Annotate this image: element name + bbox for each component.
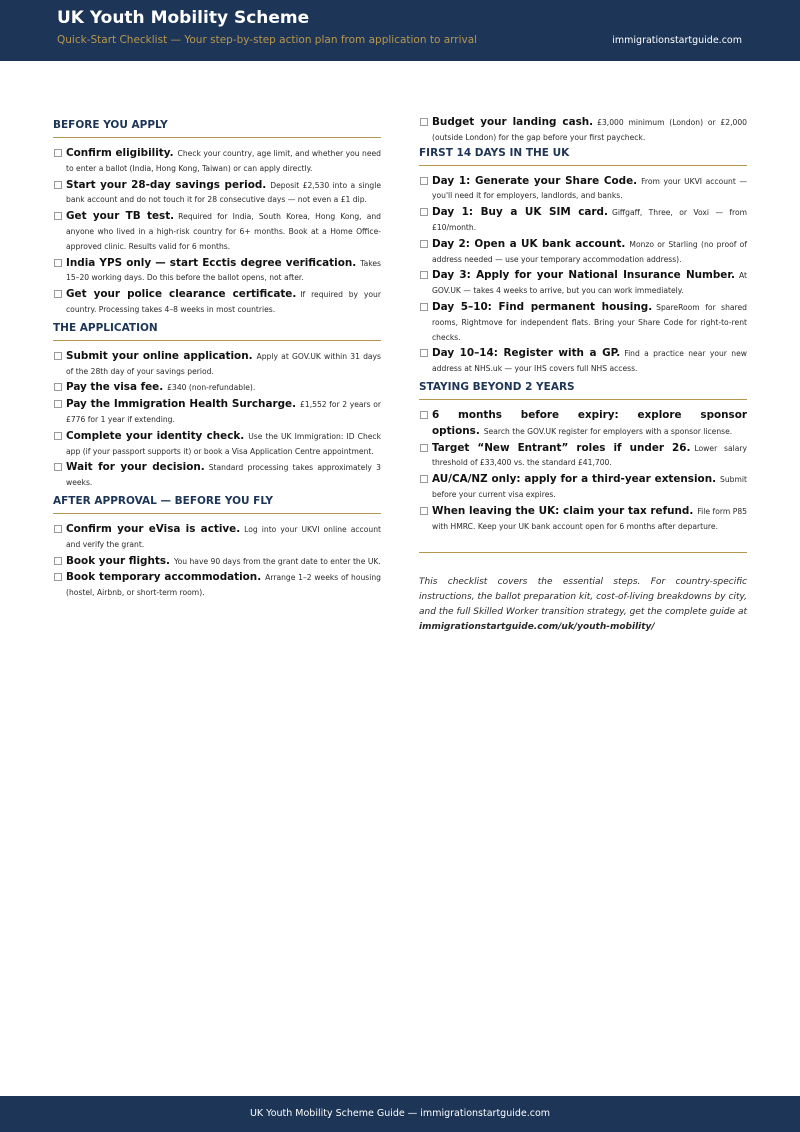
checklist-item [53,349,381,380]
checklist-item-text: Check your country, age limit, and whether you need to enter a ballot (India, Hong Kong, Taiwan) or can apply directly. [66,149,381,173]
checkbox[interactable] [420,475,428,483]
checklist-item-text: Use the UK Immigration: ID Check app (if your passport supports it) or book a Visa Application Centre appointment. [66,431,381,456]
checklist-item-heading: Book your flights. [66,554,170,567]
checklist-item-heading: Budget your landing cash. [432,116,594,128]
checklist-item [53,287,381,318]
checklist-item-heading: Day 5–10: Find permanent housing. [432,300,653,313]
checklist-after-approval [53,522,381,601]
checklist-item-heading: Wait for your decision. [66,461,205,474]
checkbox[interactable] [420,349,428,357]
checklist-item-text: £3,000 minimum (London) or £2,000 (outside London) for the gap before your first paycheck. [432,118,747,142]
checklist-item [419,268,747,299]
checklist-item-text: From your UKVI account — you'll need it for employers, landlords, and banks. [432,176,747,201]
checklist-item-heading: When leaving the UK: claim your tax refund. [432,504,694,517]
checklist-item-text: Find a practice near your new address at NHS.uk — your IHS covers full NHS access. [432,349,747,374]
checklist-item [53,397,381,428]
section-title-beyond-2-years: STAYING BEYOND 2 YEARS [419,381,747,400]
checklist-item-text: Search the GOV.UK register for employers with a sponsor license. [483,426,733,436]
checklist-item [53,522,381,553]
footer-text: UK Youth Mobility Scheme Guide — immigrationstartguide.com [249,1108,551,1119]
checklist-item-text: Required for India, South Korea, Hong Kong, and anyone who lived in a high-risk country for 6+ months. Book at a Home Office-approved clinic. Results valid for 6 months. [66,212,382,251]
checklist-item [53,429,381,460]
checkbox[interactable] [420,507,428,515]
section-title-application: THE APPLICATION [53,322,381,341]
checkbox[interactable] [54,432,62,440]
checkbox[interactable] [54,212,62,220]
section-title-after-approval: AFTER APPROVAL — BEFORE YOU FLY [53,495,381,514]
checklist-item-heading: Confirm your eVisa is active. [66,522,241,535]
checklist-item-text: File form P85 with HMRC. Keep your UK bank account open for 6 months after departure. [432,506,748,531]
checkbox[interactable] [54,463,62,471]
checklist-item-heading: Day 3: Apply for your National Insurance Number. [432,269,735,282]
checkbox[interactable] [420,208,428,216]
page-title: UK Youth Mobility Scheme [57,8,310,28]
checklist-item [419,441,747,472]
checklist-item-text: £340 (non-refundable). [167,383,256,393]
checkbox[interactable] [420,118,428,126]
checklist-item [419,174,747,205]
checklist-item [53,380,381,396]
checklist-item [53,146,381,177]
checkbox[interactable] [54,525,62,533]
checklist-item [53,178,381,209]
checklist-item-text: Lower salary threshold of £33,400 vs. the standard £41,700. [432,443,748,468]
left-column [53,115,381,602]
checklist-item [419,472,747,503]
checklist-beyond-2-years [419,408,747,534]
checklist-item-heading: Submit your online application. [66,349,253,362]
checklist-item [419,408,747,440]
checklist-item [419,237,747,268]
checkbox[interactable] [420,411,428,419]
checklist-item-text: Takes 15–20 working days. Do this before the ballot opens, not after. [66,258,381,283]
checklist-item-text: Arrange 1–2 weeks of housing (hostel, Airbnb, or short-term room). [66,573,382,598]
checklist-item [53,209,381,254]
checkbox[interactable] [420,177,428,185]
checkbox[interactable] [54,352,62,360]
right-column [419,115,747,635]
checklist-before-apply [53,146,381,318]
checklist-item-text: Standard processing takes approximately 3 weeks. [66,463,381,488]
page-subtitle: Quick-Start Checklist — Your step-by-step action plan from application to arrival [57,34,478,46]
checklist-item [419,115,747,146]
checklist-item-text: Monzo or Starling (no proof of address needed — use your temporary accommodation address). [432,239,747,264]
checkbox[interactable] [54,573,62,581]
checklist-item-heading: Get your TB test. [66,210,175,223]
page-footer [0,1096,800,1132]
closing-note [419,575,747,634]
checkbox[interactable] [420,240,428,248]
header-site-link[interactable]: immigrationstartguide.com [612,35,742,46]
checklist-item-heading: 6 months before expiry: explore sponsor options. [432,408,747,437]
checklist-item-heading: India YPS only — start Ecctis degree verification. [66,256,357,269]
checkbox[interactable] [54,383,62,391]
checkbox[interactable] [420,444,428,452]
checklist-item-text: Log into your UKVI online account and verify the grant. [66,524,381,549]
section-title-first-14-days: FIRST 14 DAYS IN THE UK [419,147,747,166]
checkbox[interactable] [420,303,428,311]
checkbox[interactable] [54,259,62,267]
checklist-item [53,554,381,570]
checklist-item-text: Deposit £2,530 into a single bank account and do not touch it for 28 consecutive days — not even a £1 dip. [66,180,381,205]
checklist-item-heading: AU/CA/NZ only: apply for a third-year extension. [432,473,717,486]
checklist-item-text: At GOV.UK — takes 4 weeks to arrive, but you can work immediately. [432,271,747,296]
checklist-item-heading: Day 10–14: Register with a GP. [432,347,621,360]
checkbox[interactable] [54,149,62,157]
checklist-item-heading: Start your 28-day savings period. [66,178,267,191]
closing-note-text: This checklist covers the essential steps. For country-specific instructions, the ballot preparation kit, cost-of-living breakdowns by city, and the full Skilled Worker transition strategy, get the complete guide at [419,577,747,617]
checklist-item-heading: Confirm eligibility. [66,147,174,159]
checkbox[interactable] [54,557,62,565]
checklist-item [419,504,747,535]
checkbox[interactable] [420,271,428,279]
checklist-item-text: SpareRoom for shared rooms, Rightmove for independent flats. Bring your Share Code for right-to-rent checks. [432,302,748,342]
checklist-application [53,349,381,491]
checkbox[interactable] [54,290,62,298]
checklist-item-heading: Day 2: Open a UK bank account. [432,237,626,250]
checklist-item-heading: Target “New Entrant” roles if under 26. [432,441,691,454]
checklist-item [53,460,381,491]
checklist-item-text: You have 90 days from the grant date to enter the UK. [173,556,381,566]
checkbox[interactable] [54,181,62,189]
closing-note-url[interactable]: immigrationstartguide.com/uk/youth-mobility/ [419,621,655,632]
section-divider [419,552,747,553]
checklist-item-text: If required by your country. Processing takes 4–8 weeks in most countries. [66,290,381,314]
checklist-item-heading: Pay the visa fee. [66,381,164,394]
checklist-item [419,346,747,377]
checklist-item-heading: Complete your identity check. [66,429,245,442]
checklist-item [419,205,747,236]
checklist-item-text: Giffgaff, Three, or Voxi — from £10/month. [432,208,747,232]
checkbox[interactable] [54,400,62,408]
checklist-item-heading: Pay the Immigration Health Surcharge. [66,398,297,411]
checklist-item [53,256,381,287]
checklist-item-text: Apply at GOV.UK within 31 days of the 28th day of your savings period. [66,351,381,376]
checklist-item-heading: Get your police clearance certificate. [66,288,297,301]
checklist-item [419,300,747,345]
checklist-item-heading: Day 1: Buy a UK SIM card. [432,206,608,219]
checklist-item-text: Submit before your current visa expires. [432,475,747,499]
page-header [0,0,800,61]
checklist-landing-cash [419,115,747,146]
checklist-first-14-days [419,174,747,377]
checklist-item-heading: Book temporary accommodation. [66,571,262,584]
checklist-item [53,570,381,601]
section-title-before-apply: BEFORE YOU APPLY [53,119,381,138]
checklist-item-heading: Day 1: Generate your Share Code. [432,174,638,187]
checklist-item-text: £1,552 for 2 years or £776 for 1 year if extending. [66,400,382,424]
